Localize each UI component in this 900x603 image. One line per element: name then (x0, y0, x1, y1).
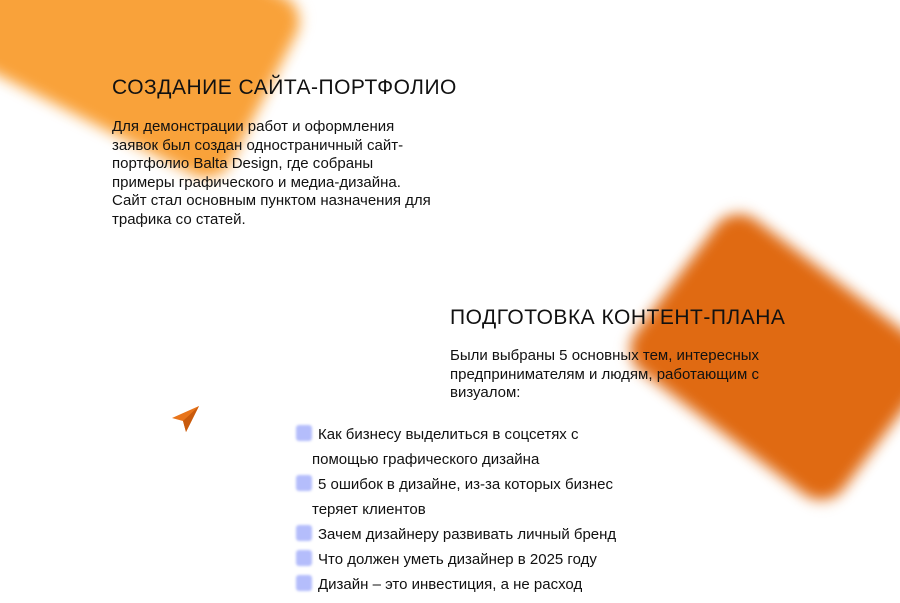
square-bullet-icon (296, 475, 312, 491)
list-item (296, 572, 716, 597)
list-item (296, 472, 716, 522)
paper-plane-arrow-icon (170, 404, 200, 434)
text-line: Для демонстрации работ и оформления (112, 118, 395, 135)
text-line: примеры графического и медиа-дизайна. (112, 173, 401, 191)
content-plan-section-title: ПОДГОТОВКА КОНТЕНТ-ПЛАНА (450, 306, 786, 329)
square-bullet-icon (296, 425, 312, 441)
text-line: портфолио Balta Design, где собраны (112, 155, 374, 172)
list-item (296, 422, 716, 472)
list-item-text: Зачем дизайнеру развивать личный бренд (318, 526, 617, 543)
square-bullet-icon (296, 550, 312, 566)
text-line: предпринимателям и людям, работающим с (450, 365, 759, 383)
text-line: визуалом: (450, 384, 521, 401)
text-line: заявок был создан одностраничный сайт- (112, 136, 404, 154)
square-bullet-icon (296, 525, 312, 541)
list-item (296, 547, 716, 572)
text-line: Сайт стал основным пунктом назначения для (112, 192, 431, 209)
text-line: трафика со статей. (112, 210, 246, 228)
list-item-text: Как бизнесу выделиться в соцсетях с (318, 426, 579, 443)
list-item-text-continued: теряет клиентов (312, 501, 426, 518)
topics-list (296, 422, 716, 597)
list-item-text-continued: помощью графического дизайна (312, 451, 540, 468)
list-item-text: 5 ошибок в дизайне, из-за которых бизнес (318, 476, 613, 493)
square-bullet-icon (296, 575, 312, 591)
content-plan-section-text (450, 347, 830, 403)
list-item (296, 522, 716, 547)
text-line: Были выбраны 5 основных тем, интересных (450, 347, 760, 364)
portfolio-section-title: СОЗДАНИЕ САЙТА-ПОРТФОЛИО (112, 76, 457, 99)
portfolio-section-text (112, 118, 492, 229)
list-item-text: Что должен уметь дизайнер в 2025 году (318, 551, 597, 568)
list-item-text: Дизайн – это инвестиция, а не расход (318, 576, 583, 593)
